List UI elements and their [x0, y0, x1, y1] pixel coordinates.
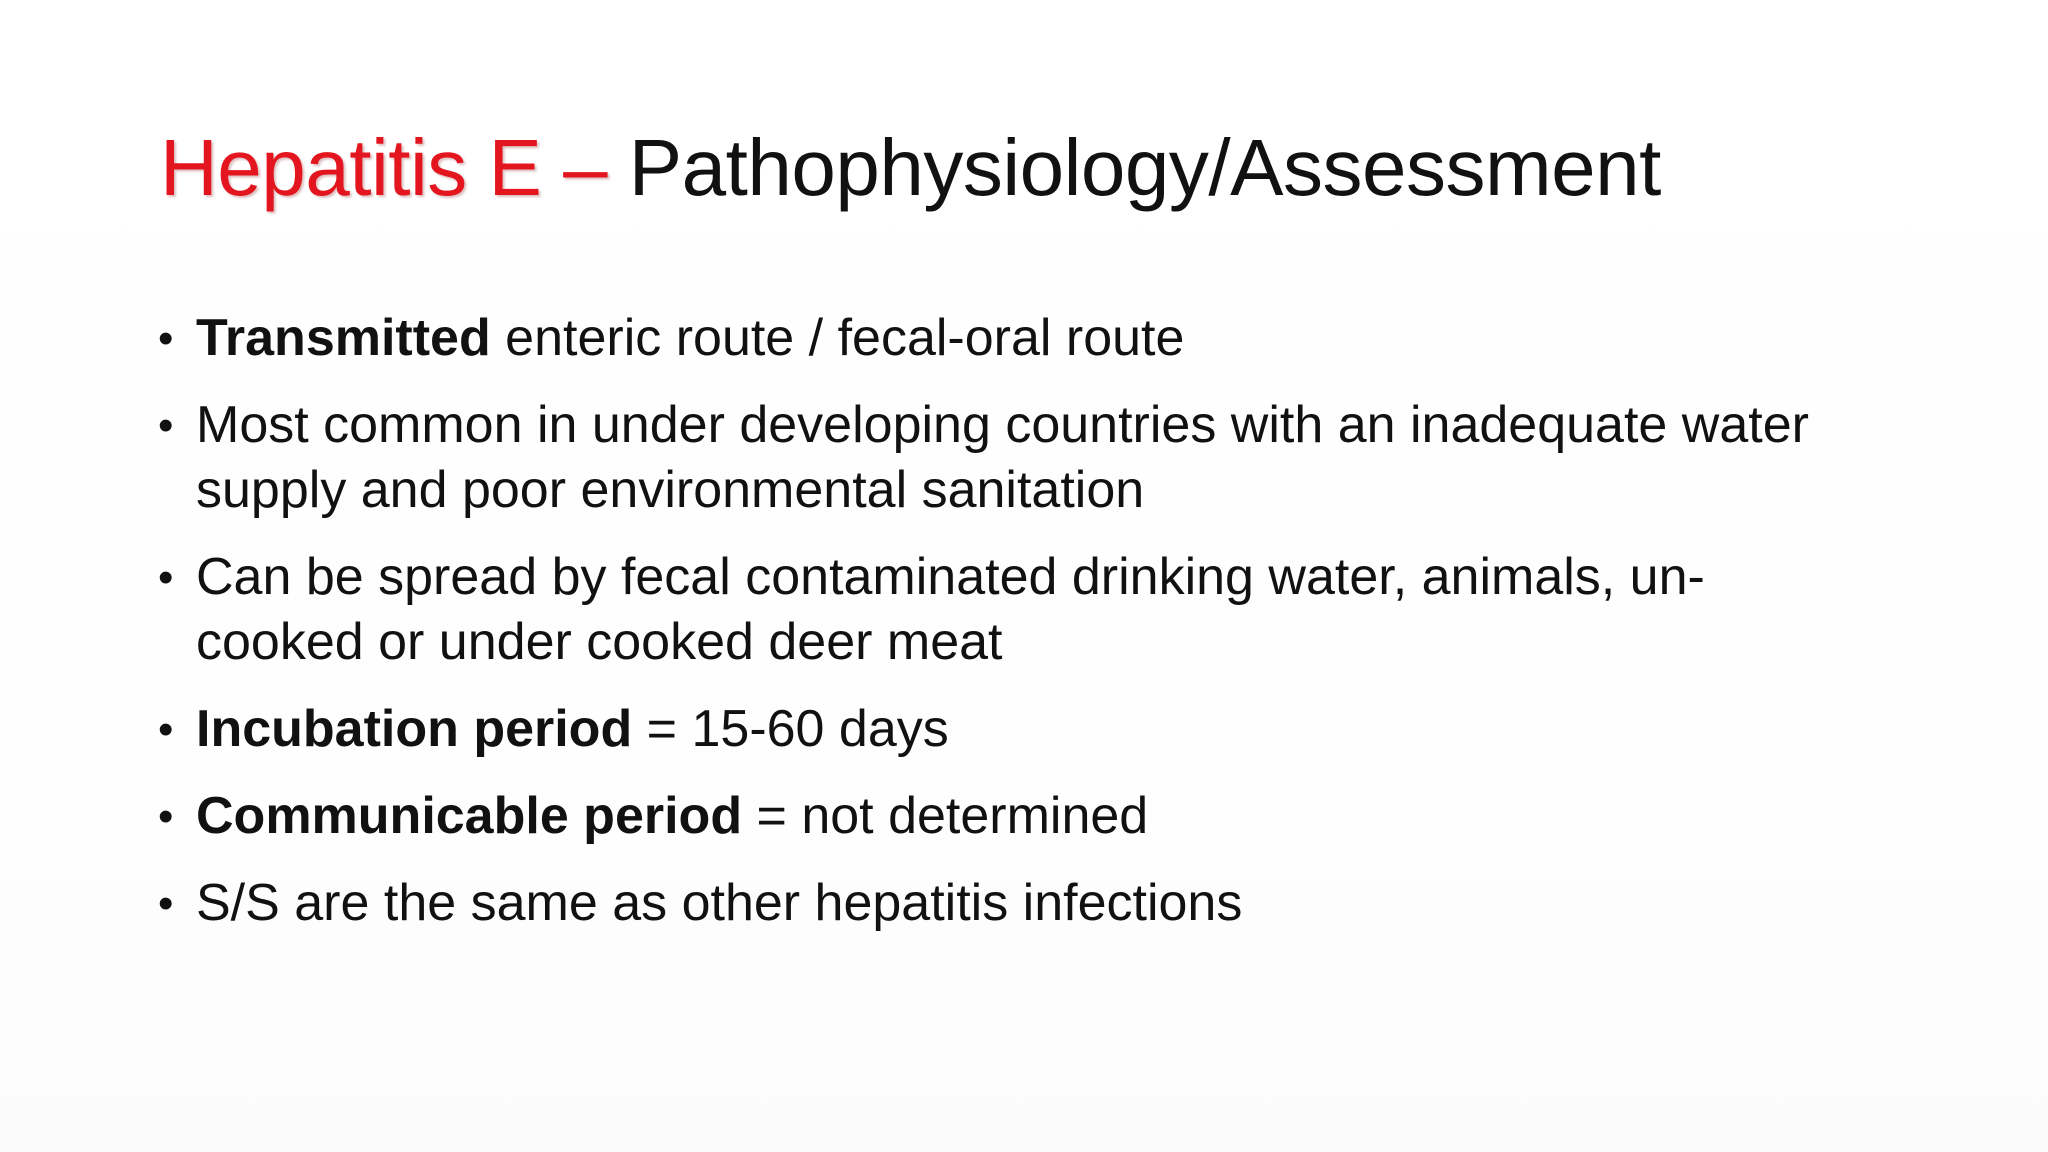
bullet-item [150, 871, 1850, 936]
bullet-dot-icon: • [158, 792, 174, 841]
bullet-text: S/S are the same as other hepatitis infections [196, 874, 1243, 932]
bullet-text: Can be spread by fecal contaminated drinking water, animals, un-cooked or under cooked deer meat [196, 548, 1705, 671]
bullet-dot-icon: • [158, 314, 174, 363]
bullet-text: = 15-60 days [632, 700, 949, 758]
bullet-item [150, 784, 1850, 849]
title-rest: Pathophysiology/Assessment [607, 123, 1661, 212]
bullet-dot-icon: • [158, 879, 174, 928]
bullet-bold: Transmitted [196, 309, 491, 367]
bullet-dot-icon: • [158, 401, 174, 450]
slide-title [160, 118, 1661, 218]
bullet-item [150, 306, 1850, 371]
bullet-dot-icon: • [158, 705, 174, 754]
bullet-dot-icon: • [158, 553, 174, 602]
bullet-item [150, 545, 1850, 675]
bullet-bold: Incubation period [196, 700, 633, 758]
bullet-item [150, 697, 1850, 762]
bullet-text: Most common in under developing countries with an inadequate water supply and poor environmental sanitation [196, 396, 1809, 519]
bullet-item [150, 393, 1850, 523]
bullet-list [150, 306, 1850, 958]
bullet-text: enteric route / fecal-oral route [490, 309, 1185, 367]
bullet-bold: Communicable period [196, 787, 743, 845]
title-accent: Hepatitis E – [160, 123, 608, 212]
bullet-text: = not determined [742, 787, 1149, 845]
